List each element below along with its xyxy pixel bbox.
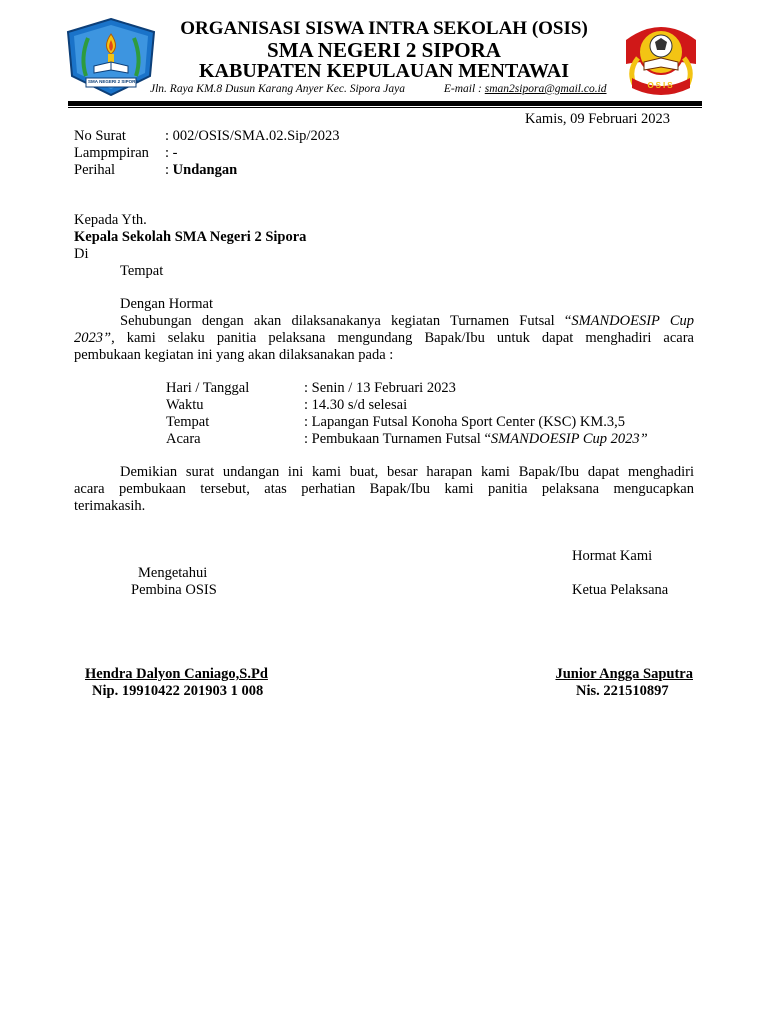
email-link[interactable]: sman2sipora@gmail.co.id (484, 83, 607, 95)
letterhead-divider-thin (68, 107, 702, 108)
body-line-2 (74, 330, 694, 347)
body-text: , kami selaku panitia pelaksana mengundang Bapak/Ibu untuk dapat menghadiri acara (111, 330, 694, 346)
recipient-at: Di (74, 246, 89, 262)
meta-label-number: No Surat (74, 128, 126, 144)
detail-label-event: Acara (166, 431, 201, 447)
signature-right-id: Nis. 221510897 (576, 683, 669, 699)
school-logo-text: SMA NEGERI 2 SIPORA (88, 79, 139, 84)
meta-subject-colon: : (165, 162, 173, 178)
detail-value-event (304, 431, 648, 448)
signature-left-id: Nip. 19910422 201903 1 008 (92, 683, 264, 699)
signature-right-name: Junior Angga Saputra (555, 666, 693, 682)
detail-event-name: SMANDOESIP Cup 2023” (490, 431, 648, 447)
greeting: Dengan Hormat (120, 296, 214, 312)
meta-label-attachment: Lampmpiran (74, 145, 149, 161)
event-year: 2023” (74, 330, 112, 346)
meta-value-number: : 002/OSIS/SMA.02.Sip/2023 (165, 128, 340, 144)
letterhead-school: SMA NEGERI 2 SIPORA (267, 38, 501, 62)
letterhead-regency: KABUPATEN KEPULAUAN MENTAWAI (198, 60, 570, 82)
closing-line-2: acara pembukaan tersebut, atas perhatian Bapak/Ibu kami panitia pelaksana mengucapkan (74, 481, 694, 497)
body-line-1 (120, 313, 694, 330)
body-line-3: pembukaan kegiatan ini yang akan dilaksanakan pada : (74, 347, 394, 363)
letterhead-organization: ORGANISASI SISWA INTRA SEKOLAH (OSIS) (180, 18, 588, 39)
detail-value-time: : 14.30 s/d selesai (304, 397, 408, 413)
letter-date: Kamis, 09 Februari 2023 (525, 111, 670, 127)
detail-value-place: : Lapangan Futsal Konoha Sport Center (KSC) KM.3,5 (304, 414, 625, 430)
signature-left-role: Pembina OSIS (131, 582, 217, 598)
closing-line-3: terimakasih. (74, 498, 146, 514)
meta-label-subject: Perihal (74, 162, 116, 178)
detail-event-text: : Pembukaan Turnamen Futsal “ (304, 431, 491, 447)
event-name: SMANDOESIP Cup (571, 313, 694, 329)
signature-acknowledged: Mengetahui (138, 565, 208, 581)
meta-value-attachment: : - (165, 145, 178, 161)
recipient-place: Tempat (120, 263, 164, 279)
recipient-salutation: Kepada Yth. (74, 212, 147, 228)
detail-label-place: Tempat (166, 414, 210, 430)
letterhead-divider-thick (68, 101, 702, 106)
email-label: E-mail : (443, 83, 485, 95)
meta-value-subject (165, 162, 237, 179)
signature-left-name: Hendra Dalyon Caniago,S.Pd (85, 666, 268, 682)
detail-label-time: Waktu (166, 397, 204, 413)
detail-label-date: Hari / Tanggal (166, 380, 250, 396)
recipient-name: Kepala Sekolah SMA Negeri 2 Sipora (74, 229, 307, 245)
meta-subject-text: Undangan (172, 162, 238, 178)
body-text: Sehubungan dengan akan dilaksanakanya kegiatan Turnamen Futsal “ (120, 313, 572, 329)
signature-right-role: Ketua Pelaksana (572, 582, 669, 598)
letterhead-address-line (150, 83, 607, 95)
detail-value-date: : Senin / 13 Februari 2023 (304, 380, 456, 396)
signature-regards: Hormat Kami (572, 548, 653, 564)
osis-logo-text: OSIS (647, 81, 675, 90)
closing-line-1: Demikian surat undangan ini kami buat, besar harapan kami Bapak/Ibu dapat menghadiri (120, 464, 694, 480)
letterhead-address: Jln. Raya KM.8 Dusun Karang Anyer Kec. Sipora Jaya (150, 83, 405, 95)
